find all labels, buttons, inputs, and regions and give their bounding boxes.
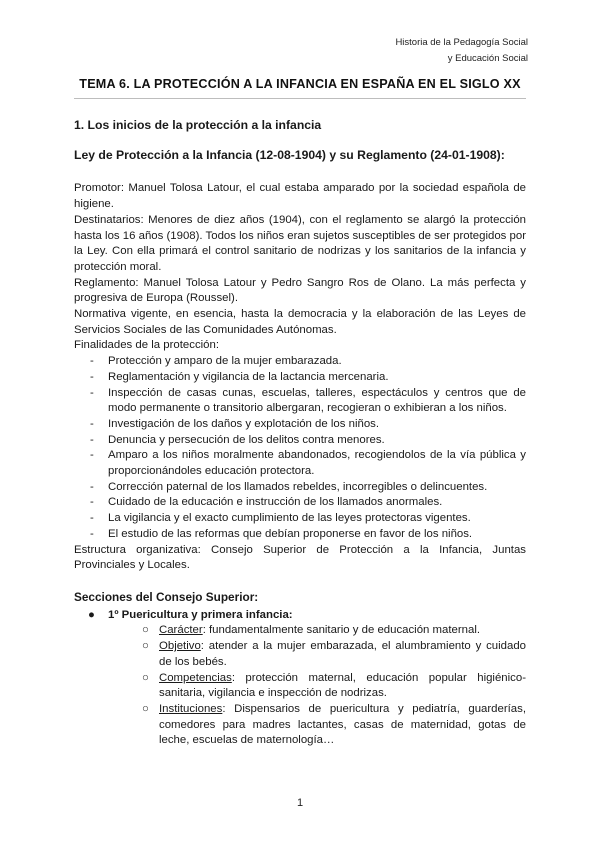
council-section-details	[74, 623, 526, 749]
dash-marker: -	[90, 386, 94, 399]
list-item: - El estudio de las reformas que debían proponerse en favor de los niños.	[74, 527, 526, 543]
header-line-2: y Educación Social	[447, 53, 528, 64]
structure-paragraph: Estructura organizativa: Consejo Superior de Protección a la Infancia, Juntas Provinciales y Locales.	[74, 543, 526, 572]
section-heading: 1. Los inicios de la protección a la infancia	[74, 118, 322, 132]
title-divider	[74, 98, 526, 99]
promoter-paragraph: Promotor: Manuel Tolosa Latour, el cual estaba amparado por la sociedad española de higiene.	[74, 182, 526, 211]
regulation-paragraph: Reglamento: Manuel Tolosa Latour y Pedro Sangro Ros de Olano. La más perfecta y progresiva de Europa (Roussel).	[74, 276, 526, 305]
list-item: - Protección y amparo de la mujer embarazada.	[74, 354, 526, 370]
detail-label: Competencias	[159, 671, 232, 684]
list-item	[142, 671, 526, 702]
detail-label: Objetivo	[159, 640, 201, 653]
detail-text: : atender a la mujer embarazada, el alumbramiento y cuidado de los bebés.	[159, 640, 526, 668]
circle-marker: ○	[142, 671, 149, 684]
dash-marker: -	[90, 527, 94, 540]
dash-marker: -	[90, 355, 94, 368]
dash-marker: -	[90, 496, 94, 509]
dash-marker: -	[90, 512, 94, 525]
list-item: - Corrección paternal de los llamados rebeldes, incorregibles o delincuentes.	[74, 480, 526, 496]
circle-marker: ○	[142, 640, 149, 653]
council-section-title: 1º Puericultura y primera infancia:	[108, 608, 293, 621]
course-header	[395, 35, 528, 67]
detail-label: Carácter	[159, 624, 203, 637]
main-content	[74, 118, 526, 749]
list-item	[142, 639, 526, 670]
circle-marker: ○	[142, 702, 149, 715]
list-item	[142, 623, 526, 639]
detail-text: : protección maternal, educación popular higiénico-sanitaria, vigilancia e inspección de nodrizas.	[159, 671, 526, 700]
detail-text: : Dispensarios de puericultura y pediatría, guarderías, comedores para madres lactantes, casas de maternidad, gotas de leche, escuelas de maternología…	[159, 702, 526, 747]
header-line-1: Historia de la Pedagogía Social	[395, 37, 528, 48]
list-item	[142, 702, 526, 749]
law-description	[74, 181, 526, 574]
dash-marker: -	[90, 417, 94, 430]
detail-text: : fundamentalmente sanitario y de educación maternal.	[202, 624, 481, 637]
list-item: - Inspección de casas cunas, escuelas, talleres, espectáculos y centros que de modo permanente o transitorio albergaran, recogieran o exhibieran a los niños.	[90, 386, 526, 415]
council-sections-heading: Secciones del Consejo Superior:	[74, 589, 259, 604]
list-item: - Investigación de los daños y explotación de los niños.	[74, 417, 526, 433]
list-item: - Denuncia y persecución de los delitos contra menores.	[74, 433, 526, 449]
council-section-item	[74, 608, 526, 624]
list-item: - Amparo a los niños moralmente abandonados, recogiendolos de la vía pública y proporcionándoles educación protectora.	[90, 449, 526, 478]
circle-marker: ○	[142, 624, 149, 637]
list-item: - Cuidado de la educación e instrucción de los llamados anormales.	[74, 495, 526, 511]
purposes-list	[74, 354, 526, 542]
dash-marker: -	[90, 449, 94, 462]
list-item: - Reglamentación y vigilancia de la lactancia mercenaria.	[74, 370, 526, 386]
dash-marker: -	[90, 433, 94, 446]
detail-label: Instituciones	[159, 702, 223, 715]
recipients-paragraph: Destinatarios: Menores de diez años (1904), con el reglamento se alargó la protección hasta los 16 años (1908). Todos los niños eran sujetos susceptibles de ser protegidos por la Ley. Con ella primará el control sanitario de nodrizas y los sanitarios de la infancia y protección moral.	[74, 213, 526, 273]
regulations-paragraph: Normativa vigente, en esencia, hasta la democracia y la elaboración de las Leyes de Servicios Sociales de las Comunidades Autónomas.	[74, 308, 526, 336]
list-item: - La vigilancia y el exacto cumplimiento de las leyes protectoras vigentes.	[74, 511, 526, 527]
page-number: 1	[296, 797, 304, 809]
dash-marker: -	[90, 480, 94, 493]
law-subheading: Ley de Protección a la Infancia (12-08-1904) y su Reglamento (24-01-1908):	[74, 147, 505, 162]
document-title: TEMA 6. LA PROTECCIÓN A LA INFANCIA EN ESPAÑA EN EL SIGLO XX	[79, 77, 521, 91]
dash-marker: -	[90, 370, 94, 383]
purposes-intro: Finalidades de la protección:	[74, 339, 220, 352]
bullet-marker: ●	[88, 608, 95, 621]
